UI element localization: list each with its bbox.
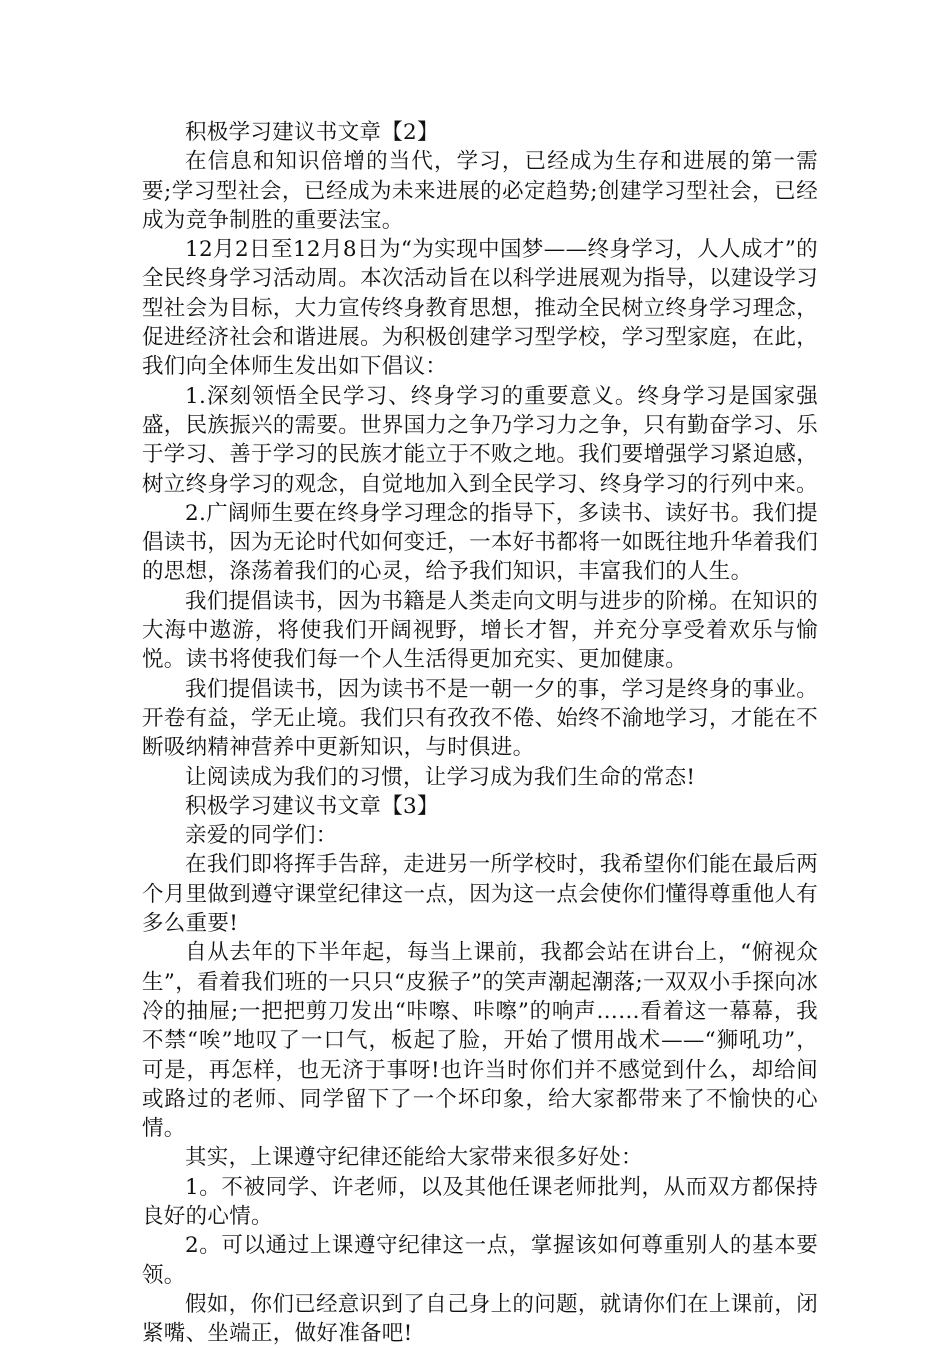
paragraph: 我们提倡读书，因为读书不是一朝一夕的事，学习是终身的事业。开卷有益，学无止境。我们只有孜孜不倦、始终不渝地学习，才能在不断吸纳精神营养中更新知识，与时俱进。 (142, 676, 818, 761)
list-item: 2。可以通过上课遵守纪律这一点，掌握该如何尊重别人的基本要领。 (142, 1233, 818, 1288)
paragraph: 自从去年的下半年起，每当上课前，我都会站在讲台上，“俯视众生”，看着我们班的一只只“皮猴子”的笑声潮起潮落;一双双小手探向冰冷的抽屉;一把把剪刀发出“咔嚓、咔嚓”的响声……看着这一幕幕，我不禁“唉”地叹了一口气，板起了脸，开始了惯用战术——“狮吼功”，可是，再怎样，也无济于事呀!也许当时你们并不感觉到什么，却给间或路过的老师、同学留下了一个坏印象，给大家都带来了不愉快的心情。 (142, 940, 818, 1142)
salutation: 亲爱的同学们： (185, 823, 338, 849)
paragraph: 其实，上课遵守纪律还能给大家带来很多好处： (185, 1145, 643, 1171)
paragraph: 在我们即将挥手告辞，走进另一所学校时，我希望你们能在最后两个月里做到遵守课堂纪律这一点，因为这一点会使你们懂得尊重他人有多么重要! (142, 852, 818, 937)
paragraph: 让阅读成为我们的习惯，让学习成为我们生命的常态! (185, 764, 696, 790)
list-item: 1。不被同学、许老师，以及其他任课老师批判，从而双方都保持良好的心情。 (142, 1174, 818, 1229)
document-body (142, 118, 818, 1348)
list-item: 1.深刻领悟全民学习、终身学习的重要意义。终身学习是国家强盛，民族振兴的需要。世界国力之争乃学习力之争，只有勤奋学习、乐于学习、善于学习的民族才能立于不败之地。我们要增强学习紧迫感，树立终身学习的观念，自觉地加入到全民学习、终身学习的行列中来。 (142, 383, 818, 497)
paragraph: 在信息和知识倍增的当代，学习，已经成为生存和进展的第一需要;学习型社会，已经成为未来进展的必定趋势;创建学习型社会，已经成为竞争制胜的重要法宝。 (142, 149, 818, 233)
paragraph: 12月2日至12月8日为“为实现中国梦——终身学习，人人成才”的全民终身学习活动周。本次活动旨在以科学进展观为指导，以建设学习型社会为目标，大力宣传终身教育思想，推动全民树立终身学习理念，促进经济社会和谐进展。为积极创建学习型学校，学习型家庭，在此，我们向全体师生发出如下倡议： (142, 237, 818, 380)
section-heading-2: 积极学习建议书文章【2】 (185, 120, 439, 145)
paragraph: 我们提倡读书，因为书籍是人类走向文明与进步的阶梯。在知识的大海中遨游，将使我们开阔视野，增长才智，并充分享受着欢乐与愉悦。读书将使我们每一个人生活得更加充实、更加健康。 (142, 588, 818, 673)
paragraph: 假如，你们已经意识到了自己身上的问题，就请你们在上课前，闭紧嘴、坐端正，做好准备吧! (142, 1291, 818, 1347)
section-heading-3: 积极学习建议书文章【3】 (185, 793, 439, 819)
list-item: 2.广阔师生要在终身学习理念的指导下，多读书、读好书。我们提倡读书，因为无论时代如何变迁，一本好书都将一如既往地升华着我们的思想，涤荡着我们的心灵，给予我们知识，丰富我们的人生。 (142, 500, 818, 585)
